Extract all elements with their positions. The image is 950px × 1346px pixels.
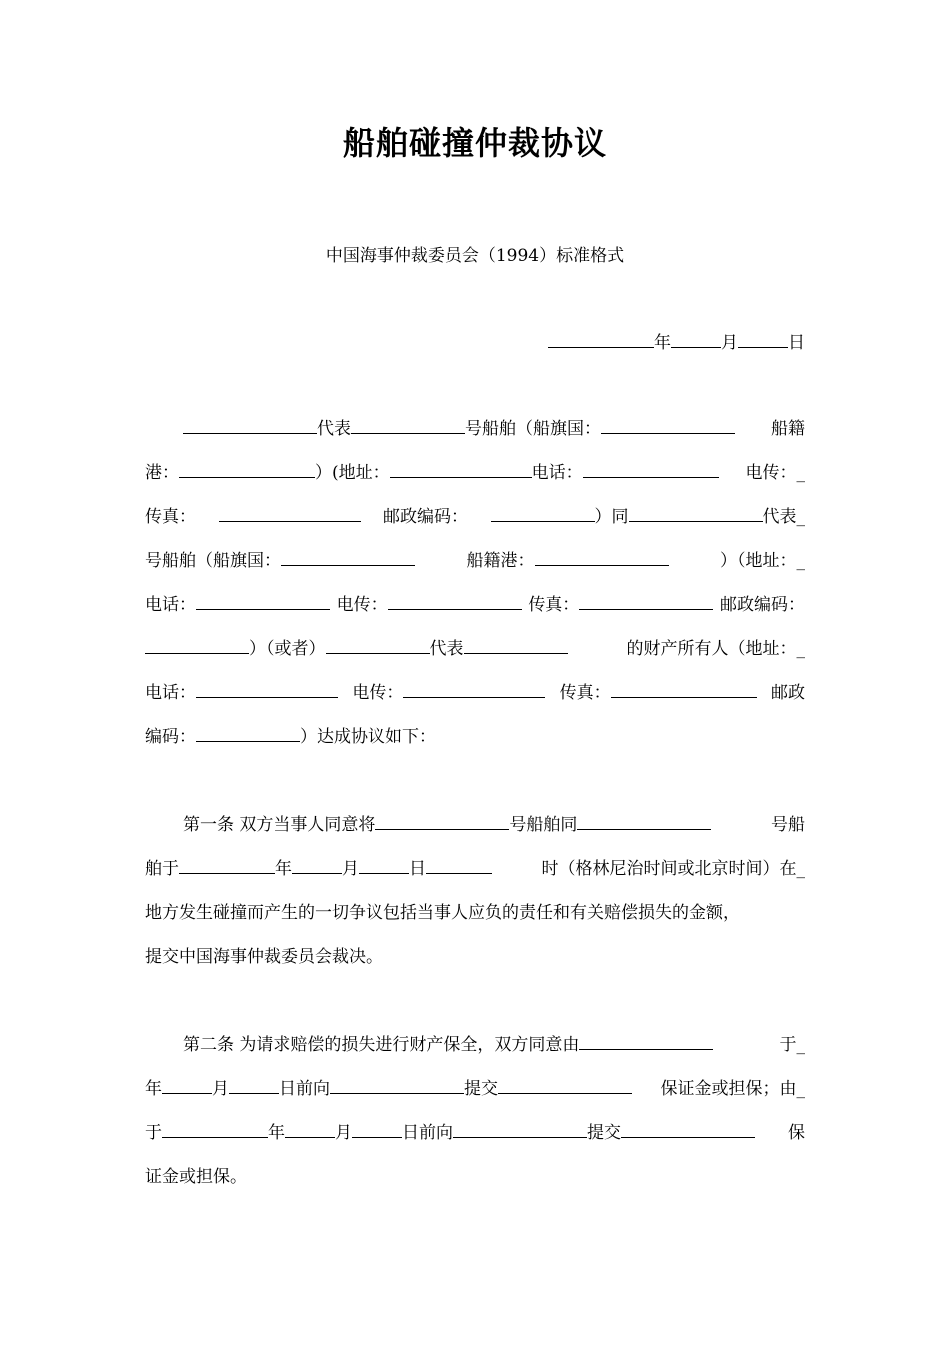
parties-line-1 (183, 416, 805, 442)
blank (426, 856, 492, 874)
text: 电话： (531, 463, 583, 483)
text: 代表 (317, 419, 351, 439)
parties-line-4 (145, 548, 805, 574)
blank (196, 592, 330, 610)
parties-line-6 (145, 636, 805, 662)
text: 电传： (352, 683, 404, 703)
text: 船籍港： (466, 551, 535, 571)
blank (375, 812, 509, 830)
text: 月 (342, 859, 359, 879)
year-blank (548, 330, 654, 348)
blank (577, 812, 711, 830)
blank (498, 1076, 632, 1094)
blank (629, 504, 763, 522)
blank (359, 856, 409, 874)
text: 于_ (779, 1035, 805, 1055)
blank (162, 1076, 212, 1094)
text: 保 (788, 1123, 805, 1143)
blank (196, 724, 300, 742)
parties-line-3 (145, 504, 805, 530)
parties-line-2 (145, 460, 805, 486)
text: 月 (335, 1123, 352, 1143)
blank (579, 592, 713, 610)
article2-line-1 (183, 1032, 805, 1058)
parties-line-8 (145, 724, 436, 750)
blank (179, 856, 275, 874)
text: 电话： (145, 683, 196, 703)
blank (388, 592, 522, 610)
text: 代表 (429, 639, 464, 659)
text: 号船舶（船旗国： (145, 551, 281, 571)
blank (162, 1120, 268, 1138)
blank (352, 1120, 402, 1138)
blank (579, 1032, 713, 1050)
blank (583, 460, 719, 478)
blank (326, 636, 430, 654)
month-blank (671, 330, 721, 348)
blank (281, 548, 415, 566)
text: 号船 (771, 815, 805, 835)
text: ）(地址： (315, 463, 390, 483)
text: 电传：_ (745, 463, 805, 483)
text: 的财产所有人（地址：_ (626, 639, 805, 659)
text: 邮政编码： (719, 595, 805, 615)
blank (145, 636, 249, 654)
blank (464, 636, 568, 654)
text: 船籍 (771, 419, 805, 439)
blank (403, 680, 545, 698)
text: 时（格林尼治时间或北京时间）在_ (541, 859, 805, 879)
document-subtitle: 中国海事仲裁委员会（1994）标准格式 (325, 246, 625, 266)
document-title: 船舶碰撞仲裁协议 (342, 124, 607, 162)
blank (621, 1120, 755, 1138)
blank (330, 1076, 464, 1094)
text: 保证金或担保；由_ (660, 1079, 805, 1099)
day-label: 日 (788, 333, 805, 353)
text: 邮政 (770, 683, 805, 703)
text: 传真： (559, 683, 611, 703)
blank (390, 460, 532, 478)
text: ）达成协议如下： (300, 727, 436, 747)
text: 传真： (145, 507, 196, 527)
text: 港： (145, 463, 179, 483)
article1-line-3: 地方发生碰撞而产生的一切争议包括当事人应负的责任和有关赔偿损失的金额， (145, 903, 740, 923)
text: 日前向 (279, 1079, 330, 1099)
day-blank (738, 330, 788, 348)
text: 第一条 双方当事人同意将 (183, 815, 376, 835)
text: 编码： (145, 727, 196, 747)
blank (292, 856, 342, 874)
text: 号船舶同 (509, 815, 578, 835)
blank (491, 504, 595, 522)
text: 电传： (336, 595, 388, 615)
blank (219, 504, 361, 522)
blank (351, 416, 465, 434)
blank (285, 1120, 335, 1138)
blank (183, 416, 317, 434)
text: 电话： (145, 595, 196, 615)
blank (196, 680, 338, 698)
article2-line-3 (145, 1120, 805, 1146)
blank (611, 680, 757, 698)
text: 舶于 (145, 859, 179, 879)
article1-line-1 (183, 812, 805, 838)
blank (229, 1076, 279, 1094)
text: 年 (275, 859, 292, 879)
text: 月 (212, 1079, 229, 1099)
year-label: 年 (654, 333, 671, 353)
article2-line-4: 证金或担保。 (145, 1167, 247, 1187)
article1-line-2 (145, 856, 805, 882)
blank (179, 460, 315, 478)
text: 年 (145, 1079, 162, 1099)
blank (535, 548, 669, 566)
month-label: 月 (721, 333, 738, 353)
date-line (548, 328, 805, 353)
text: 号船舶（船旗国： (465, 419, 601, 439)
text: 邮政编码： (383, 507, 468, 527)
text: 提交 (587, 1123, 621, 1143)
text: ）（或者） (249, 639, 326, 659)
text: 传真： (528, 595, 580, 615)
article1-line-4: 提交中国海事仲裁委员会裁决。 (145, 947, 383, 967)
text: 日前向 (402, 1123, 453, 1143)
text: 年 (268, 1123, 285, 1143)
text: 第二条 为请求赔偿的损失进行财产保全，双方同意由 (183, 1035, 580, 1055)
article2-line-2 (145, 1076, 805, 1102)
text: 提交 (464, 1079, 498, 1099)
parties-line-5 (145, 592, 805, 618)
blank (601, 416, 735, 434)
parties-line-7 (145, 680, 805, 706)
text: 代表_ (762, 507, 805, 527)
text: ）同 (594, 507, 629, 527)
text: 于 (145, 1123, 162, 1143)
text: 日 (409, 859, 426, 879)
blank (453, 1120, 587, 1138)
text: ）（地址：_ (720, 551, 805, 571)
